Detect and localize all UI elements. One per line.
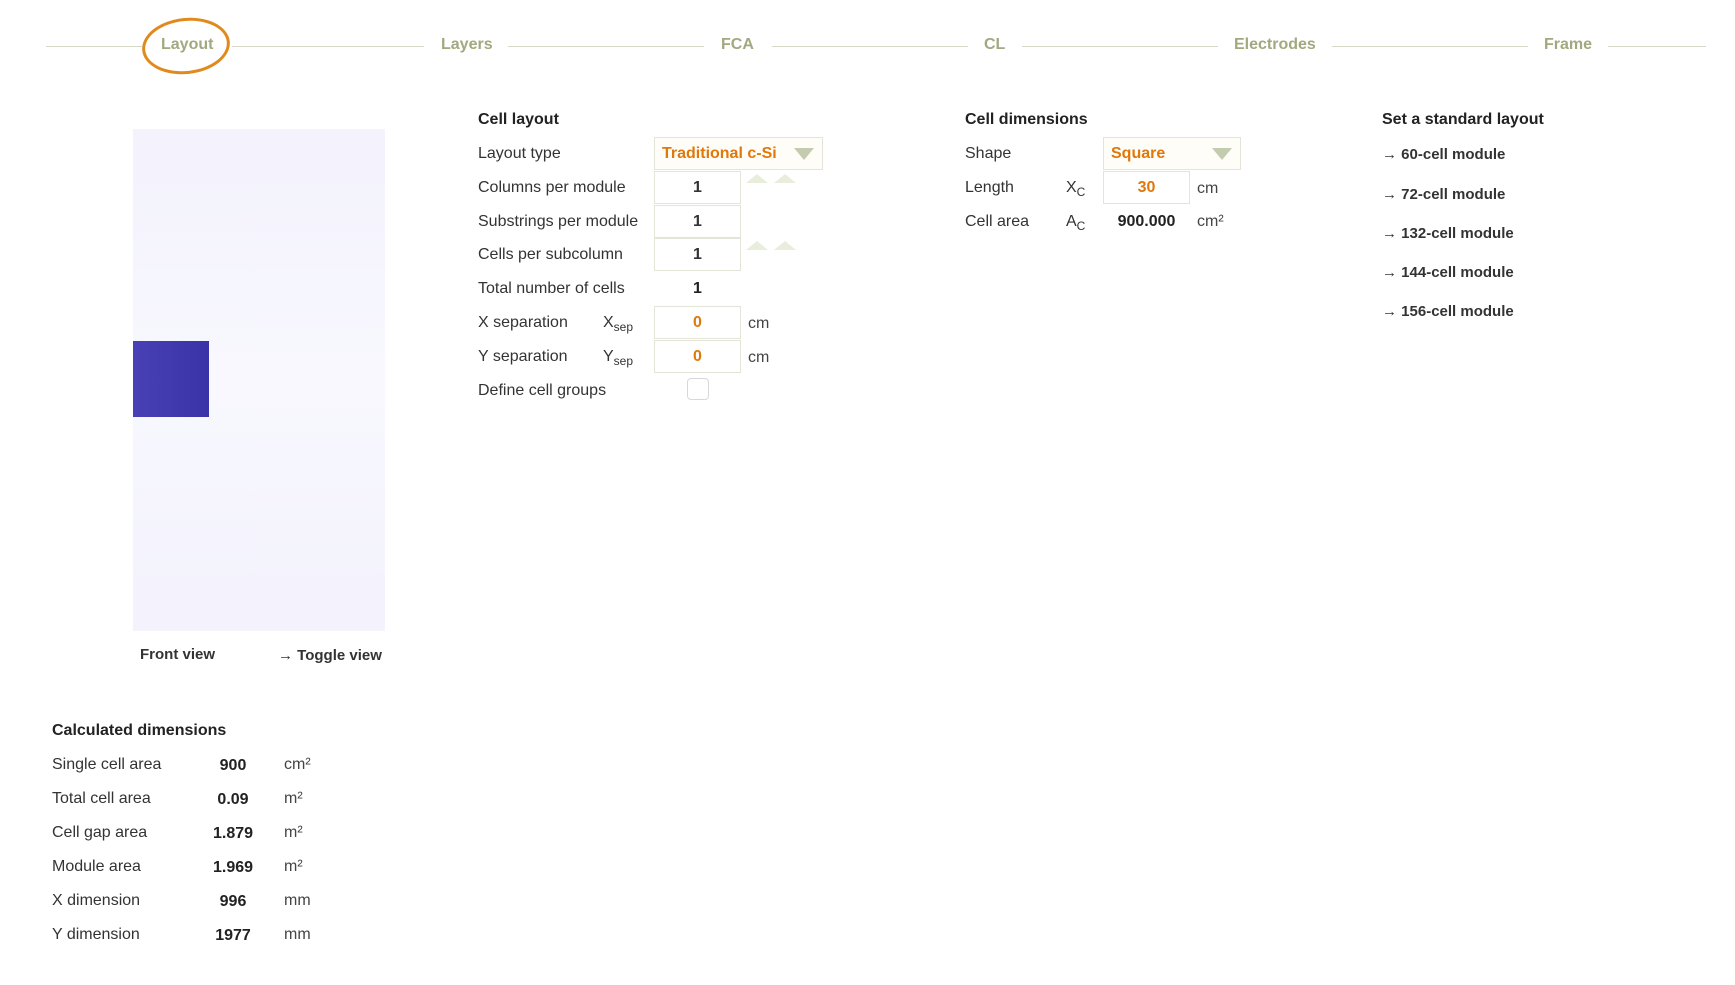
step-connector: [508, 46, 704, 47]
step-layers[interactable]: Layers: [441, 36, 493, 53]
x-separation-label: X separation: [478, 314, 568, 331]
y-separation-label: Y separation: [478, 348, 568, 365]
calc-unit: cm²: [284, 756, 311, 773]
columns-increment-icon[interactable]: [774, 174, 796, 183]
standard-layout-72-link[interactable]: → 72-cell module: [1382, 186, 1506, 203]
calc-unit: m²: [284, 824, 303, 841]
layout-type-select[interactable]: [654, 137, 823, 170]
substrings-per-module-label: Substrings per module: [478, 213, 639, 230]
x-separation-symbol: $X_{sep}$: [603, 314, 634, 335]
step-layout[interactable]: Layout: [161, 36, 214, 53]
step-connector: [772, 46, 968, 47]
calc-unit: mm: [284, 926, 311, 943]
cell-area-value: 900.000: [1117, 213, 1176, 230]
step-connector: [1608, 46, 1706, 47]
calc-value: 996: [219, 893, 247, 910]
chevron-down-icon: [794, 148, 814, 160]
step-electrodes[interactable]: Electrodes: [1234, 36, 1316, 53]
cell-layout-heading: Cell layout: [478, 111, 559, 128]
standard-layout-132-link[interactable]: → 132-cell module: [1382, 225, 1514, 242]
layout-type-value: Traditional c-Si: [662, 145, 777, 162]
step-cl[interactable]: CL: [984, 36, 1006, 53]
calc-value: 1.969: [212, 859, 254, 876]
front-view-label: Front view: [140, 646, 216, 663]
y-separation-symbol: $Y_{sep}$: [603, 348, 634, 369]
define-cell-groups-checkbox[interactable]: [687, 378, 709, 400]
calc-label: Y dimension: [52, 926, 140, 943]
total-cells-value: 1: [693, 280, 702, 297]
cells-per-subcolumn-input[interactable]: [654, 238, 741, 271]
cells-per-subcolumn-label: Cells per subcolumn: [478, 246, 623, 263]
x-separation-input[interactable]: [654, 306, 741, 339]
x-separation-unit: cm: [748, 315, 770, 332]
define-cell-groups-label: Define cell groups: [478, 382, 607, 399]
standard-layout-156-link[interactable]: → 156-cell module: [1382, 303, 1514, 320]
calc-unit: m²: [284, 790, 303, 807]
step-fca[interactable]: FCA: [721, 36, 754, 53]
calc-value: 1977: [215, 927, 251, 944]
shape-label: Shape: [965, 145, 1012, 162]
cell-dimensions-heading: Cell dimensions: [965, 111, 1088, 128]
columns-per-module-input[interactable]: [654, 171, 741, 204]
chevron-down-icon: [1212, 148, 1232, 160]
columns-per-module-label: Columns per module: [478, 179, 626, 196]
calc-label: Total cell area: [52, 790, 151, 807]
step-navigation: [0, 0, 1735, 100]
calc-unit: mm: [284, 892, 311, 909]
calc-value: 900: [219, 757, 247, 774]
calc-label: Single cell area: [52, 756, 162, 773]
total-cells-label: Total number of cells: [478, 280, 625, 297]
cells-increment-icon[interactable]: [774, 241, 796, 250]
length-label: Length: [965, 179, 1014, 196]
standard-layout-heading: Set a standard layout: [1382, 111, 1544, 128]
calc-unit: m²: [284, 858, 303, 875]
length-symbol: $X_C$: [1066, 179, 1086, 200]
columns-increment-icon[interactable]: [746, 174, 768, 183]
y-separation-input[interactable]: [654, 340, 741, 373]
cell-area-label: Cell area: [965, 213, 1030, 230]
step-frame[interactable]: Frame: [1544, 36, 1593, 53]
step-connector: [1022, 46, 1218, 47]
layout-type-label: Layout type: [478, 145, 561, 162]
shape-select[interactable]: [1103, 137, 1241, 170]
calc-value: 0.09: [217, 791, 249, 808]
substrings-per-module-input[interactable]: [654, 205, 741, 238]
standard-layout-60-link[interactable]: → 60-cell module: [1382, 146, 1506, 163]
step-connector: [1332, 46, 1528, 47]
toggle-view-link[interactable]: → Toggle view: [278, 647, 382, 664]
shape-value: Square: [1111, 145, 1166, 162]
step-connector: [232, 46, 424, 47]
y-separation-unit: cm: [748, 349, 770, 366]
length-input[interactable]: [1103, 171, 1190, 204]
calc-label: Module area: [52, 858, 141, 875]
calc-label: Cell gap area: [52, 824, 148, 841]
length-unit: cm: [1197, 180, 1219, 197]
cells-increment-icon[interactable]: [746, 241, 768, 250]
cell-area-symbol: $A_C$: [1066, 213, 1086, 234]
cell-preview: [133, 341, 209, 417]
cell-area-unit: cm²: [1197, 213, 1224, 230]
calculated-dimensions-heading: Calculated dimensions: [52, 722, 227, 739]
step-connector: [46, 46, 142, 47]
calc-label: X dimension: [52, 892, 141, 909]
calc-value: 1.879: [212, 825, 254, 842]
standard-layout-144-link[interactable]: → 144-cell module: [1382, 264, 1514, 281]
